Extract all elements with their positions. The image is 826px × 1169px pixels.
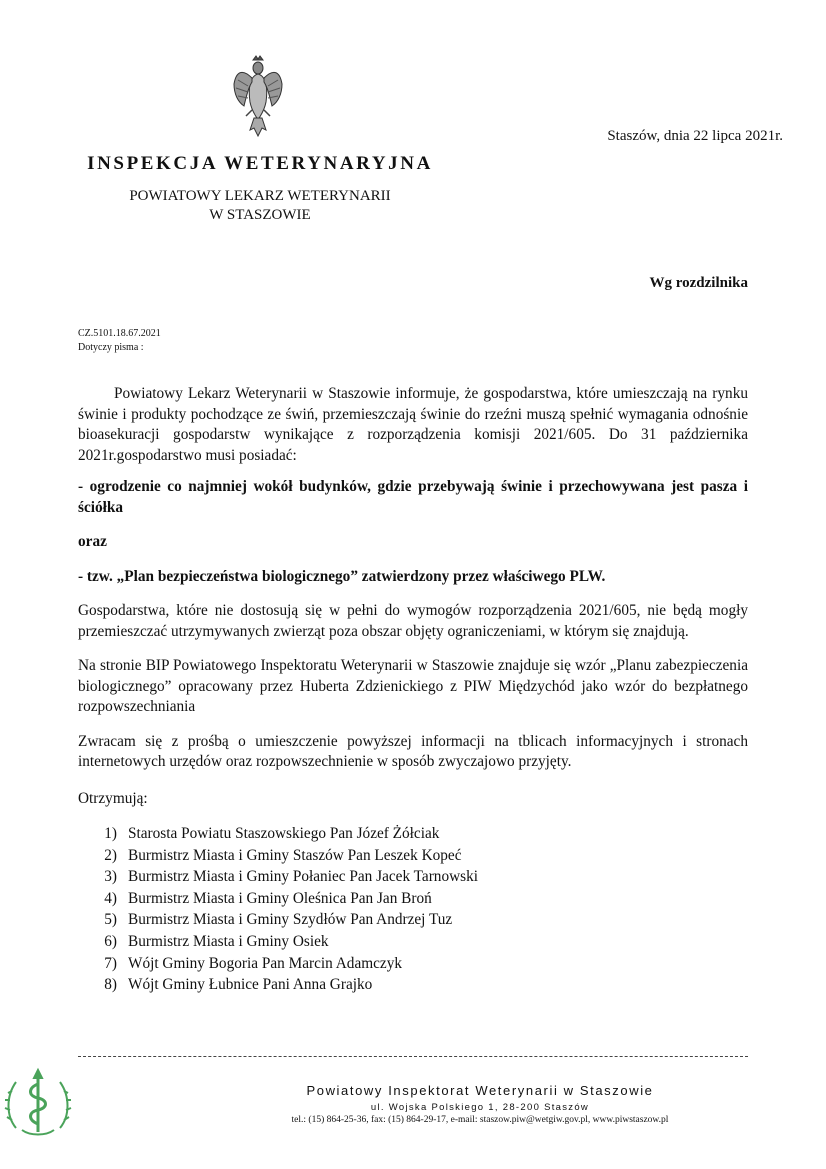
regarding-label: Dotyczy pisma : xyxy=(78,342,144,353)
footer-divider xyxy=(78,1056,748,1057)
veterinary-caduceus-logo-icon xyxy=(2,1066,74,1138)
list-item: 4) Burmistrz Miasta i Gminy Oleśnica Pan Jan Broń xyxy=(104,889,432,907)
list-item: 5) Burmistrz Miasta i Gminy Szydłów Pan Andrzej Tuz xyxy=(104,911,453,929)
list-item: 7) Wójt Gminy Bogoria Pan Marcin Adamczyk xyxy=(104,954,403,972)
recipients-list xyxy=(78,823,748,996)
conjunction-oraz: oraz xyxy=(78,533,107,550)
list-item: 3) Burmistrz Miasta i Gminy Połaniec Pan Jacek Tarnowski xyxy=(104,868,478,886)
letter-body xyxy=(78,384,748,996)
requirement-biosecurity-plan: - tzw. „Plan bezpieczeństwa biologicznego” zatwierdzony przez właściwego PLW. xyxy=(78,567,606,585)
list-item: 1) Starosta Powiatu Staszowskiego Pan Józef Żółciak xyxy=(104,825,440,842)
polish-eagle-emblem-icon xyxy=(232,54,284,140)
bip-template-paragraph: Na stronie BIP Powiatowego Inspektoratu Weterynarii w Staszowie znajduje się wzór „Planu zabezpieczenia biologicznego” opracowany przez Huberta Zdzienickiego z PIW Międzychód jako wzór do bezpłatnego rozpowszechniania xyxy=(78,657,748,715)
consequence-paragraph: Gospodarstwa, które nie dostosują się w pełni do wymogów rozporządzenia 2021/605, nie będą mogły przemieszczać utrzymywanych zwierząt poza obszar objęty ograniczeniami, w którym się znajdują. xyxy=(78,602,748,640)
recipient-line: Wg rozdzilnika xyxy=(649,275,748,291)
list-item: 6) Burmistrz Miasta i Gminy Osiek xyxy=(104,932,329,950)
letter-date: Staszów, dnia 22 lipca 2021r. xyxy=(607,128,783,144)
organization-office: POWIATOWY LEKARZ WETERYNARII xyxy=(129,188,391,204)
list-item: 8) Wójt Gminy Łubnice Pani Anna Grajko xyxy=(104,976,373,994)
organization-location: W STASZOWIE xyxy=(209,207,311,223)
case-number: CZ.5101.18.67.2021 xyxy=(78,328,161,339)
requirement-fence: - ogrodzenie co najmniej wokół budynków, gdzie przebywają świnie i przechowywana jest pasza i ściółka xyxy=(78,478,748,516)
footer-address: ul. Wojska Polskiego 1, 28-200 Staszów xyxy=(370,1102,590,1113)
footer-institution-name: Powiatowy Inspektorat Weterynarii w Staszowie xyxy=(306,1083,654,1098)
list-item: 2) Burmistrz Miasta i Gminy Staszów Pan Leszek Kopeć xyxy=(104,846,462,864)
footer-contact: tel.: (15) 864-25-36, fax: (15) 864-29-17, e-mail: staszow.piw@wetgiw.gov.pl, www.piwstaszow.pl xyxy=(291,1115,669,1125)
request-paragraph: Zwracam się z prośbą o umieszczenie powyższej informacji na tblicach informacyjnych i stronach internetowych urzędów oraz rozpowszechnienie w sposób zwyczajowo przyjęty. xyxy=(78,732,748,770)
organization-title: INSPEKCJA WETERYNARYJNA xyxy=(87,153,433,174)
reference-block xyxy=(78,327,161,355)
intro-paragraph: Powiatowy Lekarz Weterynarii w Staszowie informuje, że gospodarstwa, które umieszczają na rynku świnie i produkty pochodzące ze świń, przemieszczają świnie do rzeźni muszą spełnić wymagania odnośnie bioasekuracji gospodarstw wynikające z rozporządzenia komisji 2021/605. Do 31 października 2021r.gospodarstwo musi posiadać: xyxy=(78,385,748,464)
recipients-label: Otrzymują: xyxy=(78,789,148,807)
